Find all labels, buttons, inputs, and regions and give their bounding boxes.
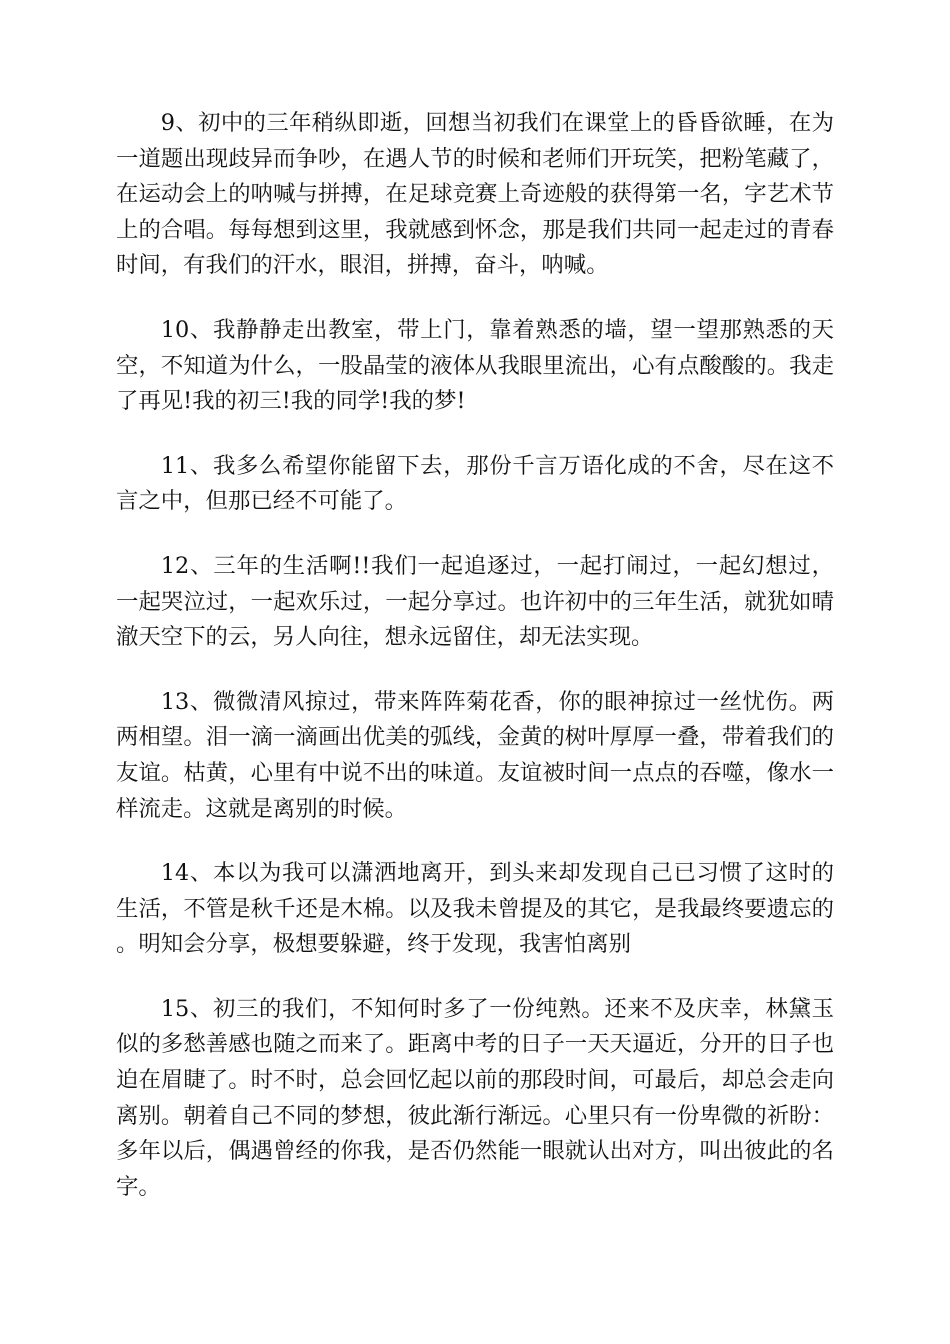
- paragraph-13: 13、微微清风掠过，带来阵阵菊花香，你的眼神掠过一丝忧伤。两两相望。泪一滴一滴画出优美的弧线，金黄的树叶厚厚一叠，带着我们的友谊。枯黄，心里有中说不出的味道。友谊被时间一点点的吞噬，像水一样流走。这就是离别的时候。: [116, 688, 834, 822]
- paragraph-14: 14、本以为我可以潇洒地离开，到头来却发现自己已习惯了这时的生活，不管是秋千还是木棉。以及我未曾提及的其它，是我最终要遗忘的。明知会分享，极想要躲避，终于发现，我害怕离别: [116, 860, 834, 958]
- document-body: [116, 106, 834, 1234]
- paragraph-12: 12、三年的生活啊!!我们一起追逐过，一起打闹过，一起幻想过，一起哭泣过，一起欢乐过，一起分享过。也许初中的三年生活，就犹如晴澈天空下的云，另人向往，想永远留住，却无法实现。: [116, 552, 834, 651]
- paragraph-11: 11、我多么希望你能留下去，那份千言万语化成的不舍，尽在这不言之中，但那已经不可能了。: [116, 452, 834, 515]
- paragraph-9: 9、初中的三年稍纵即逝，回想当初我们在课堂上的昏昏欲睡，在为一道题出现歧异而争吵，在遇人节的时候和老师们开玩笑，把粉笔藏了，在运动会上的呐喊与拼搏，在足球竞赛上奇迹般的获得第一名，字艺术节上的合唱。每每想到这里，我就感到怀念，那是我们共同一起走过的青春时间，有我们的汗水，眼泪，拼搏，奋斗，呐喊。: [116, 110, 834, 279]
- paragraph-15: 15、初三的我们，不知何时多了一份纯熟。还来不及庆幸，林黛玉似的多愁善感也随之而来了。距离中考的日子一天天逼近，分开的日子也迫在眉睫了。时不时，总会回忆起以前的那段时间，可最后，却总会走向离别。朝着自己不同的梦想，彼此渐行渐远。心里只有一份卑微的祈盼：多年以后，偶遇曾经的你我，是否仍然能一眼就认出对方，叫出彼此的名字。: [116, 995, 834, 1200]
- paragraph-10: 10、我静静走出教室，带上门，靠着熟悉的墙，望一望那熟悉的天空，不知道为什么，一股晶莹的液体从我眼里流出，心有点酸酸的。我走了再见!我的初三!我的同学!我的梦!: [116, 316, 834, 415]
